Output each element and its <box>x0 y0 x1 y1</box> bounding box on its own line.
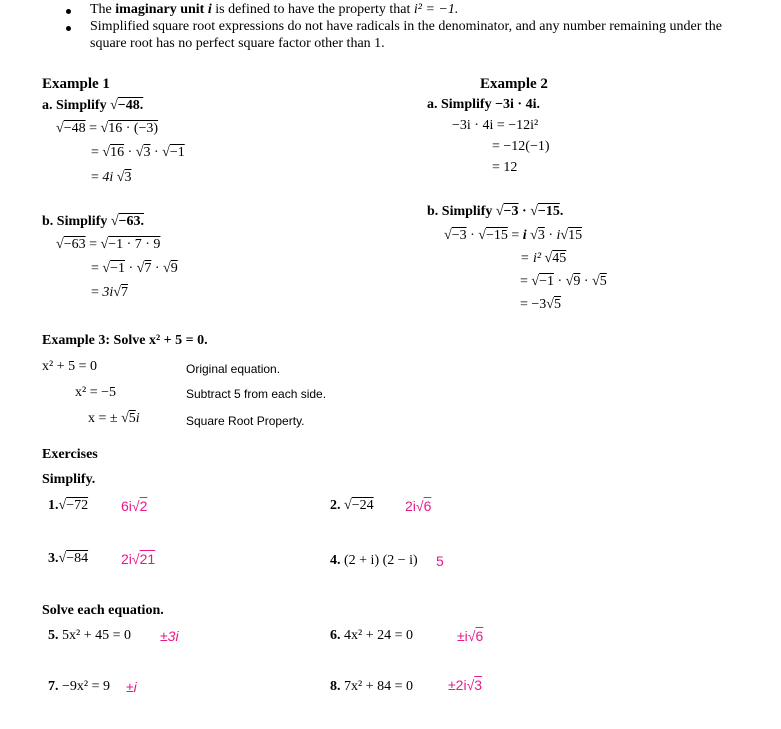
ex2-b-label: b. Simplify √ −3 · √ −15. <box>427 204 563 220</box>
ex1-a-line3: = 4i √ 3 <box>91 170 131 186</box>
exercise-4-answer: 5 <box>436 553 444 569</box>
exercise-4: 4. (2 + i) (2 − i) <box>330 553 418 568</box>
ex1-b-line3: = 3i√ 7 <box>91 285 128 301</box>
ex3-eq3: x = ± √ 5i <box>88 411 140 427</box>
exercise-8: 8. 7x² + 84 = 0 <box>330 679 413 694</box>
ex2-b-line2: = i² √ 45 <box>520 251 566 267</box>
exercise-7: 7. −9x² = 9 <box>48 679 110 694</box>
exercise-6-answer: ±i√ 6 <box>457 628 483 644</box>
ex2-b-line1: √ −3 · √ −15 = i √ 3 · i√ 15 <box>444 228 582 244</box>
ex2-b-line4: = −3√ 5 <box>520 297 561 313</box>
exercise-6: 6. 4x² + 24 = 0 <box>330 628 413 643</box>
ex3-eq1: x² + 5 = 0 <box>42 359 97 374</box>
exercise-8-answer: ±2i√ 3 <box>448 677 482 693</box>
bullet-dot <box>66 26 71 31</box>
ex2-a-line1: −3i · 4i = −12i² <box>452 118 539 133</box>
example-2-title: Example 2 <box>480 76 548 92</box>
ex1-a-line2: = √ 16 · √ 3 · √ −1 <box>91 145 185 161</box>
ex3-eq2: x² = −5 <box>75 385 116 400</box>
exercise-5: 5. 5x² + 45 = 0 <box>48 628 131 643</box>
bullet-simplified-line1: Simplified square root expressions do not have radicals in the denominator, and any number remaining under the <box>90 19 722 34</box>
exercise-7-answer: ±i <box>126 679 137 695</box>
ex1-b-label: b. Simplify √ −63. <box>42 214 144 230</box>
ex1-b-line2: = √ −1 · √ 7 · √ 9 <box>91 261 178 277</box>
ex2-a-line2: = −12(−1) <box>492 139 550 154</box>
bullet-simplified-line2: square root has no perfect square factor other than 1. <box>90 36 385 51</box>
exercise-2: 2. √ −24 <box>330 498 374 514</box>
solve-heading: Solve each equation. <box>42 603 164 618</box>
exercise-1-answer: 6i√ 2 <box>121 498 147 514</box>
ex1-a-line1: √ −48 = √ 16 · (−3) <box>56 121 158 137</box>
exercise-3: 3.√ −84 <box>48 551 88 567</box>
exercises-title: Exercises <box>42 447 98 462</box>
exercise-1: 1.√ −72 <box>48 498 88 514</box>
ex2-a-label: a. Simplify −3i · 4i. <box>427 97 540 112</box>
ex3-note3: Square Root Property. <box>186 414 305 428</box>
ex1-b-line1: √ −63 = √ −1 · 7 · 9 <box>56 237 160 253</box>
exercise-5-answer: ±3i <box>160 628 179 644</box>
example-1-title: Example 1 <box>42 76 110 92</box>
bullet-dot <box>66 9 71 14</box>
exercise-3-answer: 2i√ 21 <box>121 551 155 567</box>
ex1-a-label: a. Simplify √ −48. <box>42 98 143 114</box>
ex3-note1: Original equation. <box>186 362 281 376</box>
exercise-2-answer: 2i√ 6 <box>405 498 431 514</box>
ex3-note2: Subtract 5 from each side. <box>186 387 327 401</box>
ex2-a-line3: = 12 <box>492 160 518 175</box>
simplify-heading: Simplify. <box>42 472 96 487</box>
bullet-imaginary-unit: The imaginary unit i is defined to have the property that i² = −1. <box>90 2 459 17</box>
ex2-b-line3: = √ −1 · √ 9 · √ 5 <box>520 274 607 290</box>
example-3-title: Example 3: Solve x² + 5 = 0. <box>42 333 208 348</box>
